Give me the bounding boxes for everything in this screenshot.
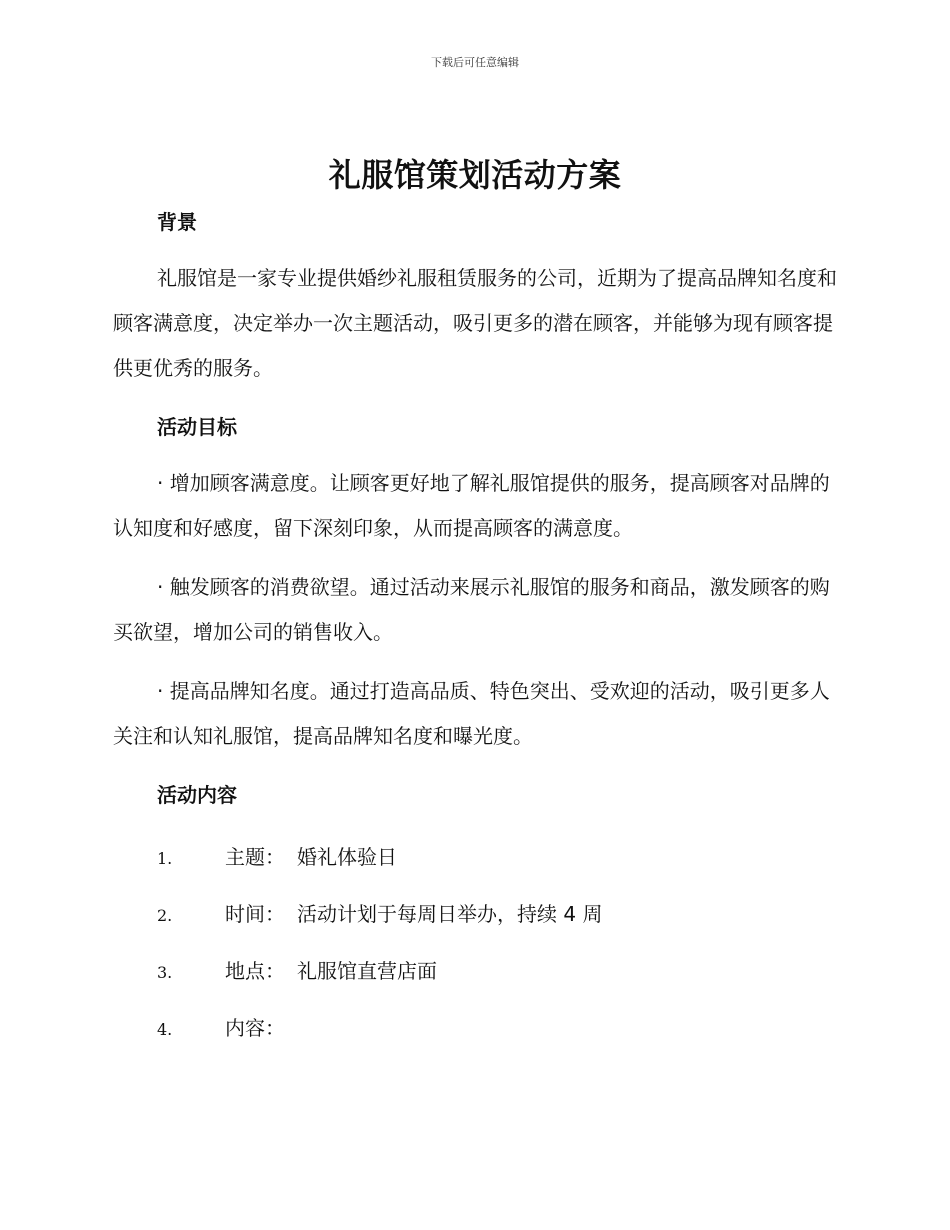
- goal-item: · 增加顾客满意度。让顾客更好地了解礼服馆提供的服务，提高顾客对品牌的认知度和好感度，留下深刻印象，从而提高顾客的满意度。: [113, 471, 830, 540]
- list-item: [113, 943, 838, 1000]
- list-item-value: 礼服馆直营店面: [297, 959, 437, 983]
- background-paragraph: 礼服馆是一家专业提供婚纱礼服租赁服务的公司，近期为了提高品牌知名度和顾客满意度，决定举办一次主题活动，吸引更多的潜在顾客，并能够为现有顾客提供更优秀的服务。: [113, 266, 837, 380]
- section-heading-goals: 活动目标: [157, 415, 237, 439]
- goal-item: · 触发顾客的消费欲望。通过活动来展示礼服馆的服务和商品，激发顾客的购买欲望，增加公司的销售收入。: [113, 575, 830, 644]
- list-item-number: 2.: [157, 906, 173, 925]
- section-heading-content: 活动内容: [157, 783, 237, 807]
- content-list: [113, 829, 838, 1057]
- document-title: 礼服馆策划活动方案: [328, 156, 622, 194]
- section-heading-background: 背景: [157, 210, 197, 234]
- list-item-label: 内容：: [225, 1016, 285, 1040]
- list-item: [113, 829, 838, 886]
- list-item-number: 3.: [157, 963, 173, 982]
- list-item: [113, 1000, 838, 1057]
- list-item-label: 时间：: [225, 902, 285, 926]
- goal-item: · 提高品牌知名度。通过打造高品质、特色突出、受欢迎的活动，吸引更多人关注和认知礼服馆，提高品牌知名度和曝光度。: [113, 679, 830, 748]
- list-item-value: 活动计划于每周日举办，持续 4 周: [297, 902, 603, 926]
- list-item-number: 1.: [157, 849, 173, 868]
- list-item: [113, 886, 838, 943]
- list-item-label: 地点：: [225, 959, 285, 983]
- list-item-value: 婚礼体验日: [297, 845, 397, 869]
- list-item-number: 4.: [157, 1020, 173, 1039]
- list-item-label: 主题：: [225, 845, 285, 869]
- document-body: [113, 200, 838, 1057]
- header-note: 下载后可任意编辑: [431, 56, 519, 69]
